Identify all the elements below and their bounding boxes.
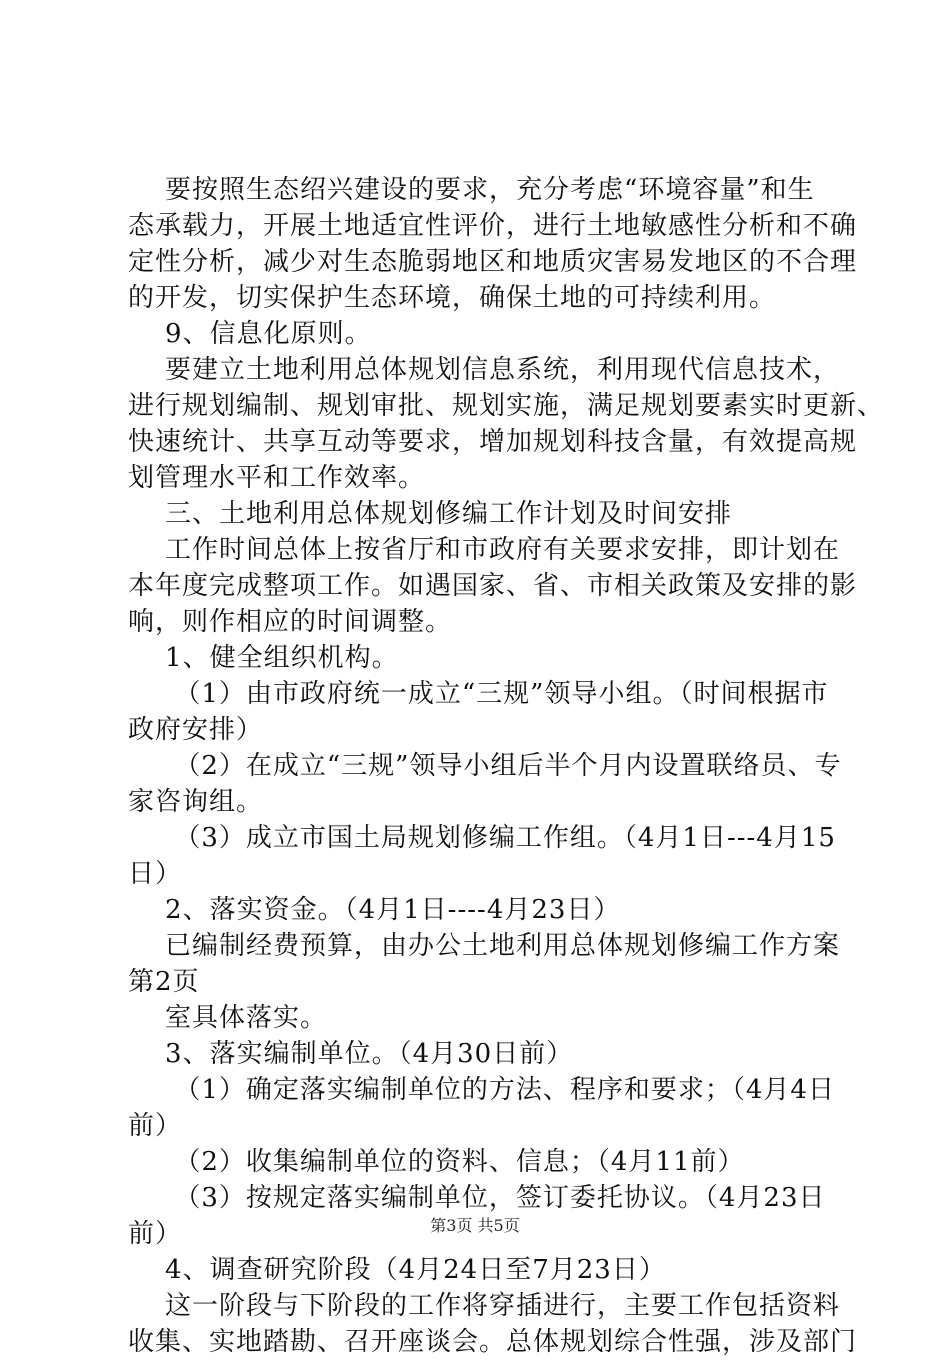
text-line: （2）在成立“三规”领导小组后半个月内设置联络员、专 xyxy=(128,751,842,781)
text-line: （2）收集编制单位的资料、信息；（4月11前） xyxy=(128,1147,745,1177)
text-line: （1）由市政府统一成立“三规”领导小组。（时间根据市 xyxy=(128,679,829,709)
text-line: 家咨询组。 xyxy=(128,787,264,817)
text-line: 3、落实编制单位。（4月30日前） xyxy=(128,1039,574,1069)
text-line: 政府安排） xyxy=(128,715,264,745)
text-line: 本年度完成整项工作。如遇国家、省、市相关政策及安排的影 xyxy=(128,571,858,601)
text-line: 4、调查研究阶段（4月24日至7月23日） xyxy=(128,1255,666,1285)
text-line: 2、落实资金。（4月1日----4月23日） xyxy=(128,895,621,925)
text-line: 已编制经费预算，由办公土地利用总体规划修编工作方案 xyxy=(128,931,841,961)
text-line: 9、信息化原则。 xyxy=(128,319,372,349)
text-line: 1、健全组织机构。 xyxy=(128,643,399,673)
text-line: （3）按规定落实编制单位，签订委托协议。（4月23日 xyxy=(128,1183,826,1213)
text-line: 定性分析，减少对生态脆弱地区和地质灾害易发地区的不合理 xyxy=(128,247,858,277)
text-line: 日） xyxy=(128,859,183,889)
text-line: 要建立土地利用总体规划信息系统，利用现代信息技术， xyxy=(128,355,841,385)
text-line: 进行规划编制、规划审批、规划实施，满足规划要素实时更新、 xyxy=(128,391,885,421)
text-line: 快速统计、共享互动等要求，增加规划科技含量，有效提高规 xyxy=(128,427,858,457)
text-line: （1）确定落实编制单位的方法、程序和要求；（4月4日 xyxy=(128,1075,835,1105)
text-line: 三、土地利用总体规划修编工作计划及时间安排 xyxy=(128,499,733,529)
text-line: 响，则作相应的时间调整。 xyxy=(128,607,453,637)
text-line: 前） xyxy=(128,1111,183,1141)
text-line: 划管理水平和工作效率。 xyxy=(128,463,426,493)
text-line: 收集、实地踏勘、召开座谈会。总体规划综合性强，涉及部门 xyxy=(128,1327,858,1357)
text-line: 第2页 xyxy=(128,967,200,997)
text-line: 这一阶段与下阶段的工作将穿插进行，主要工作包括资料 xyxy=(128,1291,841,1321)
text-line: 工作时间总体上按省厅和市政府有关要求安排，即计划在 xyxy=(128,535,841,565)
page-footer: 第3页 共5页 xyxy=(430,1216,520,1235)
text-line: 前） xyxy=(128,1219,183,1249)
text-line: 要按照生态绍兴建设的要求，充分考虑“环境容量”和生 xyxy=(128,175,815,205)
text-line: 室具体落实。 xyxy=(128,1003,328,1033)
text-line: 的开发，切实保护生态环境，确保土地的可持续利用。 xyxy=(128,283,777,313)
text-line: （3）成立市国土局规划修编工作组。（4月1日---4月15 xyxy=(128,823,836,853)
text-line: 态承载力，开展土地适宜性评价，进行土地敏感性分析和不确 xyxy=(128,211,858,241)
document-body xyxy=(128,172,885,1360)
